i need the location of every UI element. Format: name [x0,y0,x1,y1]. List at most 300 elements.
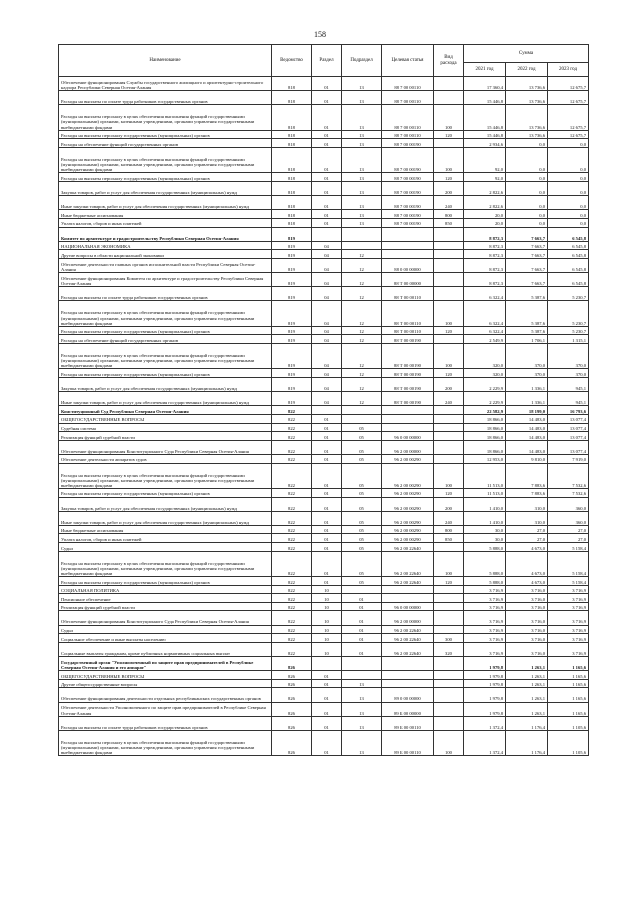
cell-section [312,657,342,671]
cell-section: 01 [312,218,342,227]
cell-section: 01 [312,105,342,130]
cell-2022: 7 663,7 [506,250,548,259]
cell-ministry: 822 [272,602,312,611]
cell-subsection: 12 [342,258,382,272]
cell-exp-type: 120 [434,130,464,139]
cell-2021: 3 716,9 [464,634,506,643]
cell-exp-type [434,611,464,625]
cell-2023: 5 158,4 [548,551,589,576]
cell-2022: 0,0 [506,173,548,182]
cell-target: 96 2 00 00290 [382,511,434,525]
table-row [59,577,589,586]
cell-subsection [342,241,382,250]
cell-exp-type [434,287,464,301]
table-row [59,392,589,406]
cell-ministry: 822 [272,525,312,534]
cell-section: 10 [312,625,342,634]
cell-ministry: 819 [272,273,312,287]
cell-section: 04 [312,326,342,335]
cell-2021: 3 716,9 [464,642,506,656]
cell-2021: 3 716,9 [464,625,506,634]
cell-2022: 14 483,0 [506,414,548,423]
table-row [59,702,589,716]
cell-name: Закупка товаров, работ и услуг для обеспечения государственных (муниципальных) нужд [59,497,272,511]
cell-2021: 1 979,8 [464,688,506,702]
cell-ministry: 822 [272,497,312,511]
cell-2022: 7 883,6 [506,488,548,497]
cell-name: Расходы на выплаты по оплате труда работников государственных органов [59,287,272,301]
table-row [59,657,589,671]
cell-ministry: 819 [272,250,312,259]
cell-name: НАЦИОНАЛЬНАЯ ЭКОНОМИКА [59,241,272,250]
cell-target [382,423,434,432]
cell-exp-type [434,543,464,552]
cell-name: Расходы на выплаты персоналу государственных (муниципальных) органов [59,369,272,378]
cell-exp-type [434,139,464,148]
cell-ministry: 826 [272,671,312,680]
cell-exp-type [434,602,464,611]
cell-name: Расходы на выплаты персоналу государственных (муниципальных) органов [59,173,272,182]
cell-subsection: 12 [342,392,382,406]
cell-2022: 3 716,0 [506,585,548,594]
cell-section: 01 [312,77,342,91]
cell-2023: 1 165,6 [548,671,589,680]
cell-2022: 1 263,1 [506,702,548,716]
cell-2023: 5 230,7 [548,287,589,301]
cell-section: 10 [312,642,342,656]
cell-ministry: 826 [272,716,312,730]
cell-name: Уплата налогов, сборов и иных платежей [59,534,272,543]
cell-target: 96 2 00 22640 [382,634,434,643]
cell-name: Обеспечение деятельности аппаратов судов [59,454,272,463]
cell-2023: 12 675,7 [548,130,589,139]
cell-section: 01 [312,511,342,525]
cell-2022: 0,0 [506,196,548,210]
cell-target [382,657,434,671]
cell-name: Расходы на выплаты персоналу в целях обеспечения выполнения функций государственными (муниципальными) органами, казенными учреждениями, органами управления государственными внебюджетными фондами [59,301,272,326]
cell-name: Расходы на выплаты персоналу государственных (муниципальных) органов [59,488,272,497]
cell-2023: 360,0 [548,511,589,525]
cell-ministry: 826 [272,679,312,688]
cell-exp-type: 240 [434,392,464,406]
cell-subsection: 12 [342,378,382,392]
table-row [59,634,589,643]
cell-section: 04 [312,392,342,406]
cell-2021: 17 360,4 [464,77,506,91]
cell-2021: 1 979,8 [464,671,506,680]
cell-ministry: 819 [272,378,312,392]
cell-2021: 3 716,9 [464,585,506,594]
cell-2022: 370,0 [506,344,548,369]
cell-section: 01 [312,432,342,441]
cell-subsection: 12 [342,250,382,259]
cell-subsection: 13 [342,181,382,195]
cell-2023: 6 545,8 [548,250,589,259]
cell-name: Уплата налогов, сборов и иных платежей [59,218,272,227]
table-row [59,551,589,576]
cell-exp-type [434,702,464,716]
table-row [59,611,589,625]
table-row [59,250,589,259]
cell-ministry: 822 [272,585,312,594]
cell-2023: 13 077,4 [548,423,589,432]
cell-2023: 1 165,6 [548,679,589,688]
cell-2022: 0,0 [506,181,548,195]
cell-subsection [342,414,382,423]
cell-target: 88 7 00 00110 [382,130,434,139]
cell-section: 01 [312,147,342,172]
cell-exp-type [434,716,464,730]
cell-name: Расходы на выплаты персоналу в целях обеспечения выполнения функций государственными (муниципальными) органами, казенными учреждениями, органами управления государственными внебюджетными фондами [59,344,272,369]
cell-subsection: 05 [342,488,382,497]
table-row [59,258,589,272]
cell-name: Расходы на выплаты персоналу государственных (муниципальных) органов [59,130,272,139]
cell-2023: 3 716,9 [548,611,589,625]
cell-ministry: 819 [272,326,312,335]
cell-subsection: 13 [342,218,382,227]
header-2022: 2022 год [506,63,548,77]
cell-2021: 6 322,4 [464,326,506,335]
cell-2021: 5 888,0 [464,543,506,552]
cell-2022: 4 673,0 [506,551,548,576]
cell-ministry: 818 [272,210,312,219]
cell-ministry: 822 [272,454,312,463]
cell-exp-type [434,250,464,259]
cell-subsection: 13 [342,196,382,210]
cell-subsection: 01 [342,625,382,634]
cell-subsection [342,585,382,594]
table-row [59,130,589,139]
cell-ministry: 819 [272,369,312,378]
cell-ministry: 818 [272,173,312,182]
cell-exp-type: 240 [434,196,464,210]
cell-2021: 2 822,6 [464,196,506,210]
cell-name: Закупка товаров, работ и услуг для обеспечения государственных (муниципальных) нужд [59,181,272,195]
cell-exp-type: 100 [434,147,464,172]
cell-2023: 0,0 [548,173,589,182]
cell-2022: 0,0 [506,210,548,219]
cell-name: Иные бюджетные ассигнования [59,525,272,534]
cell-2023: 5 158,4 [548,543,589,552]
cell-2022: 7 663,7 [506,227,548,241]
cell-target [382,241,434,250]
cell-2022: 14 483,0 [506,432,548,441]
cell-2023: 5 230,7 [548,326,589,335]
cell-ministry: 822 [272,406,312,415]
cell-target: 88 7 00 00110 [382,77,434,91]
cell-2023: 3 716,9 [548,594,589,603]
cell-subsection: 12 [342,344,382,369]
cell-name: ОБЩЕГОСУДАРСТВЕННЫЕ ВОПРОСЫ [59,414,272,423]
cell-2021: 12 953,0 [464,454,506,463]
cell-2021: 30,0 [464,534,506,543]
cell-section: 01 [312,716,342,730]
table-row [59,594,589,603]
cell-name: Закупка товаров, работ и услуг для обеспечения государственных (муниципальных) нужд [59,378,272,392]
cell-ministry: 818 [272,147,312,172]
cell-target: 89 Б 00 00000 [382,702,434,716]
cell-section: 01 [312,702,342,716]
table-row [59,369,589,378]
cell-2022: 1 706,1 [506,335,548,344]
table-row [59,210,589,219]
cell-section: 01 [312,173,342,182]
cell-subsection: 05 [342,525,382,534]
cell-2022: 370,0 [506,369,548,378]
cell-2023: 16 793,6 [548,406,589,415]
cell-2023: 1 165,6 [548,688,589,702]
cell-2021: 1 372,4 [464,716,506,730]
cell-ministry: 822 [272,611,312,625]
cell-target: 88 7 00 00190 [382,147,434,172]
cell-2023: 0,0 [548,210,589,219]
table-row [59,414,589,423]
cell-subsection [342,671,382,680]
cell-exp-type [434,258,464,272]
cell-subsection: 13 [342,105,382,130]
cell-name: Конституционный Суд Республики Северная Осетия-Алания [59,406,272,415]
table-row [59,679,589,688]
table-row [59,227,589,241]
cell-name: Расходы на выплаты по оплате труда работников государственных органов [59,716,272,730]
cell-2023: 12 675,7 [548,77,589,91]
cell-target: 88 Т 00 00190 [382,335,434,344]
cell-subsection: 13 [342,91,382,105]
cell-target: 96 2 00 00000 [382,440,434,454]
cell-2023: 1 105,6 [548,716,589,730]
cell-ministry: 819 [272,227,312,241]
table-row [59,406,589,415]
cell-2023: 0,0 [548,147,589,172]
cell-exp-type [434,594,464,603]
cell-2023: 370,0 [548,344,589,369]
cell-name: Судебная система [59,423,272,432]
cell-2022: 7 663,7 [506,258,548,272]
cell-2023: 13 077,4 [548,414,589,423]
cell-name: Государственный орган "Уполномоченный по защите прав предпринимателей в Республике Северная Осетия-Алания и его аппарат" [59,657,272,671]
cell-section: 01 [312,130,342,139]
cell-2021: 18 866,0 [464,440,506,454]
cell-2021: 8 872,3 [464,258,506,272]
cell-exp-type [434,585,464,594]
cell-exp-type: 200 [434,378,464,392]
cell-2022: 13 736,6 [506,77,548,91]
cell-name: Расходы на выплаты персоналу в целях обеспечения выполнения функций государственными (муниципальными) органами, казенными учреждениями, органами управления государственными внебюджетными фондами [59,730,272,755]
cell-2021: 15 446,8 [464,91,506,105]
cell-name: Расходы на обеспечение функций государственных органов [59,139,272,148]
cell-2022: 7 883,6 [506,463,548,488]
cell-section: 10 [312,634,342,643]
cell-2022: 1 336,1 [506,378,548,392]
cell-2021: 18 866,0 [464,432,506,441]
cell-section: 01 [312,463,342,488]
cell-exp-type [434,423,464,432]
table-row [59,147,589,172]
cell-subsection: 05 [342,432,382,441]
cell-2023: 3 716,9 [548,585,589,594]
table-row [59,344,589,369]
cell-section: 01 [312,414,342,423]
table-row [59,525,589,534]
cell-subsection: 13 [342,139,382,148]
cell-2021: 20,0 [464,210,506,219]
cell-exp-type: 300 [434,634,464,643]
cell-ministry: 819 [272,258,312,272]
cell-subsection: 05 [342,463,382,488]
table-body [59,77,589,756]
table-row [59,602,589,611]
cell-name: Обеспечение деятельности Уполномоченного по защите прав предпринимателей в Республике Северная Осетия-Алания [59,702,272,716]
cell-section: 01 [312,543,342,552]
cell-ministry: 822 [272,594,312,603]
cell-2021: 2 229,9 [464,378,506,392]
cell-section: 01 [312,196,342,210]
cell-subsection: 12 [342,369,382,378]
cell-2023: 13 077,4 [548,440,589,454]
cell-ministry: 822 [272,543,312,552]
table-row [59,454,589,463]
table-row [59,91,589,105]
cell-2023: 3 716,9 [548,625,589,634]
cell-ministry: 819 [272,392,312,406]
cell-2022: 13 736,6 [506,91,548,105]
table-row [59,688,589,702]
table-row [59,716,589,730]
cell-2021: 6 322,4 [464,301,506,326]
cell-2023: 5 230,7 [548,301,589,326]
cell-exp-type [434,414,464,423]
cell-subsection: 01 [342,634,382,643]
cell-ministry: 819 [272,287,312,301]
table-row [59,181,589,195]
cell-2022: 5 387,6 [506,301,548,326]
cell-ministry: 819 [272,301,312,326]
cell-exp-type [434,406,464,415]
cell-2022: 13 736,6 [506,105,548,130]
cell-2023: 3 716,9 [548,642,589,656]
cell-target: 88 7 00 00190 [382,196,434,210]
cell-2023: 945,1 [548,392,589,406]
cell-ministry: 822 [272,642,312,656]
cell-ministry: 818 [272,91,312,105]
cell-exp-type: 100 [434,344,464,369]
cell-name: Комитет по архитектуре и градостроительству Республики Северная Осетия-Алания [59,227,272,241]
cell-exp-type [434,440,464,454]
table-row [59,463,589,488]
table-row [59,218,589,227]
cell-name: Социальные выплаты гражданам, кроме публичных нормативных социальных выплат [59,642,272,656]
cell-section: 01 [312,551,342,576]
cell-target: 88 Т 00 00110 [382,326,434,335]
table-row [59,77,589,91]
cell-exp-type: 120 [434,369,464,378]
cell-name: Обеспечение деятельности главных органов исполнительной власти Республики Северная Осетия-Алания [59,258,272,272]
cell-2021: 6 322,4 [464,287,506,301]
cell-target: 88 Т 00 00000 [382,273,434,287]
cell-subsection: 05 [342,543,382,552]
budget-table [58,44,589,756]
cell-subsection: 05 [342,423,382,432]
cell-subsection: 13 [342,730,382,755]
cell-subsection: 05 [342,534,382,543]
cell-section: 01 [312,454,342,463]
cell-2022: 1 176,4 [506,716,548,730]
cell-section: 10 [312,611,342,625]
cell-2022: 1 263,1 [506,679,548,688]
cell-name: Иные закупки товаров, работ и услуг для обеспечения государственных (муниципальных) нужд [59,196,272,210]
cell-exp-type: 850 [434,218,464,227]
table-row [59,625,589,634]
cell-subsection: 05 [342,497,382,511]
cell-target: 88 Т 00 00190 [382,392,434,406]
cell-name: Обеспечение функционирования Службы государственного жилищного и архитектурно-строительного надзора Республики Северная Осетия-Алания [59,77,272,91]
cell-target: 88 Т 00 00190 [382,369,434,378]
cell-target: 96 2 00 22640 [382,551,434,576]
cell-exp-type [434,432,464,441]
cell-2021: 2 549,9 [464,335,506,344]
cell-exp-type [434,91,464,105]
cell-target: 88 0 00 00000 [382,258,434,272]
cell-subsection [342,227,382,241]
cell-2022: 310,0 [506,511,548,525]
cell-name: Судьи [59,625,272,634]
cell-name: ОБЩЕГОСУДАРСТВЕННЫЕ ВОПРОСЫ [59,671,272,680]
cell-exp-type: 320 [434,642,464,656]
cell-2023: 6 545,8 [548,227,589,241]
cell-2023: 3 716,9 [548,602,589,611]
cell-2021: 8 872,3 [464,250,506,259]
cell-exp-type: 100 [434,730,464,755]
cell-ministry: 819 [272,241,312,250]
cell-exp-type: 120 [434,173,464,182]
cell-subsection: 05 [342,454,382,463]
cell-target: 96 2 00 00290 [382,463,434,488]
cell-name: Иные закупки товаров, работ и услуг для обеспечения государственных (муниципальных) нужд [59,392,272,406]
cell-section: 04 [312,250,342,259]
cell-target: 96 2 00 00290 [382,497,434,511]
cell-2023: 6 545,8 [548,241,589,250]
cell-section: 01 [312,210,342,219]
cell-target: 96 2 00 00000 [382,611,434,625]
cell-exp-type: 120 [434,326,464,335]
cell-2023: 0,0 [548,181,589,195]
cell-name: Другие вопросы в области национальной экономики [59,250,272,259]
cell-name: Социальное обеспечение и иные выплаты населению [59,634,272,643]
cell-section: 01 [312,181,342,195]
table-row [59,671,589,680]
cell-2023: 7 919,0 [548,454,589,463]
cell-subsection: 13 [342,688,382,702]
cell-ministry: 822 [272,463,312,488]
cell-2023: 7 532,6 [548,488,589,497]
cell-2021: 5 888,0 [464,551,506,576]
table-row [59,511,589,525]
cell-target: 88 7 00 00190 [382,218,434,227]
cell-section: 04 [312,273,342,287]
cell-section: 10 [312,594,342,603]
cell-2021: 18 866,0 [464,423,506,432]
cell-target [382,227,434,241]
cell-2021: 22 582,9 [464,406,506,415]
header-section: Раздел [312,45,342,77]
cell-name: Расходы на выплаты персоналу в целях обеспечения выполнения функций государственными (муниципальными) органами, казенными учреждениями, органами управления государственными внебюджетными фондами [59,463,272,488]
cell-2021: 11 513,0 [464,488,506,497]
cell-subsection: 13 [342,77,382,91]
cell-target: 96 2 00 22640 [382,625,434,634]
table-row [59,378,589,392]
cell-target: 96 2 00 22640 [382,543,434,552]
cell-section: 04 [312,378,342,392]
